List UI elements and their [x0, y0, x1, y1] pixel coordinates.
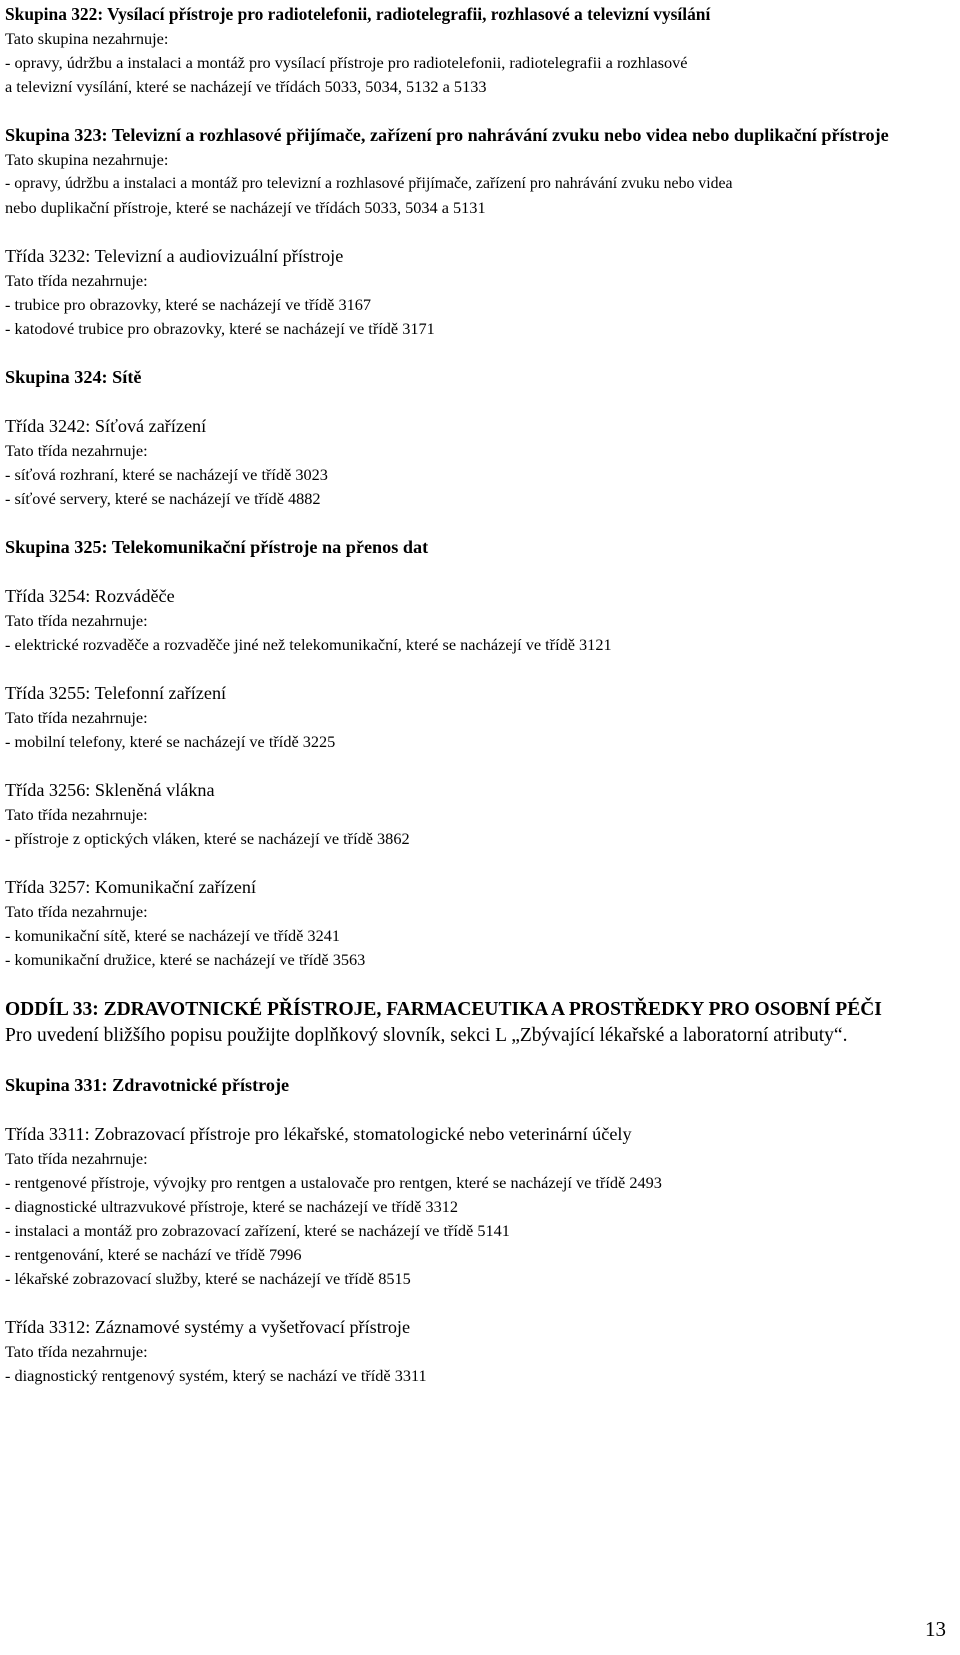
exclusion-label: Tato třída nezahrnuje: [5, 441, 148, 460]
group-heading: Skupina 323: Televizní a rozhlasové přijímače, zařízení pro nahrávání zvuku nebo videa nebo duplikační přístroje [5, 125, 889, 145]
exclusion-item: nebo duplikační přístroje, které se nacházejí ve třídách 5033, 5034 a 5131 [5, 198, 486, 217]
section-heading: ODDÍL 33: ZDRAVOTNICKÉ PŘÍSTROJE, FARMACEUTIKA A PROSTŘEDKY PRO OSOBNÍ PÉČI [5, 999, 882, 1020]
exclusion-item: - diagnostický rentgenový systém, který se nachází ve třídě 3311 [5, 1366, 427, 1385]
class-3311 [5, 1122, 950, 1291]
exclusion-item: - komunikační družice, které se nacházejí ve třídě 3563 [5, 950, 366, 969]
class-heading: Třída 3242: Síťová zařízení [5, 416, 207, 436]
class-3257 [5, 875, 950, 972]
exclusion-item: - lékařské zobrazovací služby, které se nacházejí ve třídě 8515 [5, 1269, 411, 1288]
class-heading: Třída 3257: Komunikační zařízení [5, 877, 257, 897]
group-heading: Skupina 325: Telekomunikační přístroje na přenos dat [5, 537, 429, 557]
page-number: 13 [925, 1617, 946, 1641]
exclusion-label: Tato třída nezahrnuje: [5, 271, 148, 290]
group-331 [5, 1073, 950, 1098]
class-heading: Třída 3255: Telefonní zařízení [5, 683, 227, 703]
class-3312 [5, 1315, 950, 1388]
class-heading: Třída 3232: Televizní a audiovizuální přístroje [5, 246, 344, 266]
section-note: Pro uvedení bližšího popisu použijte doplňkový slovník, sekci L „Zbývající lékařské a laboratorní atributy“. [5, 1025, 848, 1046]
class-3254 [5, 584, 950, 657]
exclusion-label: Tato třída nezahrnuje: [5, 611, 148, 630]
exclusion-item: - katodové trubice pro obrazovky, které se nacházejí ve třídě 3171 [5, 319, 435, 338]
class-3255 [5, 681, 950, 754]
exclusion-item: - komunikační sítě, které se nacházejí ve třídě 3241 [5, 926, 340, 945]
group-324 [5, 365, 950, 390]
section-33 [5, 996, 950, 1049]
exclusion-item: - rentgenové přístroje, vývojky pro rentgen a ustalovače pro rentgen, které se nacházejí ve třídě 2493 [5, 1173, 662, 1192]
exclusion-item: - síťová rozhraní, které se nacházejí ve třídě 3023 [5, 465, 328, 484]
group-323 [5, 123, 950, 220]
class-heading: Třída 3254: Rozváděče [5, 586, 175, 606]
group-heading: Skupina 331: Zdravotnické přístroje [5, 1075, 290, 1095]
class-heading: Třída 3312: Záznamové systémy a vyšetřovací přístroje [5, 1317, 411, 1337]
exclusion-label: Tato třída nezahrnuje: [5, 1149, 148, 1168]
exclusion-item: - rentgenování, které se nachází ve třídě 7996 [5, 1245, 302, 1264]
exclusion-item: - opravy, údržbu a instalaci a montáž pro vysílací přístroje pro radiotelefonii, radiotelegrafii a rozhlasové [5, 53, 688, 72]
group-325 [5, 535, 950, 560]
exclusion-label: Tato skupina nezahrnuje: [5, 150, 169, 169]
exclusion-label: Tato třída nezahrnuje: [5, 1342, 148, 1361]
exclusion-item: - instalaci a montáž pro zobrazovací zařízení, které se nacházejí ve třídě 5141 [5, 1221, 510, 1240]
exclusion-item: - síťové servery, které se nacházejí ve třídě 4882 [5, 489, 321, 508]
class-3242 [5, 414, 950, 511]
exclusion-item: - přístroje z optických vláken, které se nacházejí ve třídě 3862 [5, 829, 410, 848]
class-heading: Třída 3311: Zobrazovací přístroje pro lékařské, stomatologické nebo veterinární účely [5, 1124, 632, 1144]
document-body [5, 2, 950, 1388]
class-3256 [5, 778, 950, 851]
group-heading: Skupina 324: Sítě [5, 367, 142, 387]
class-heading: Třída 3256: Skleněná vlákna [5, 780, 215, 800]
exclusion-item: - opravy, údržbu a instalaci a montáž pro televizní a rozhlasové přijímače, zařízení pro nahrávání zvuku nebo videa [5, 175, 733, 192]
exclusion-item: - diagnostické ultrazvukové přístroje, které se nacházejí ve třídě 3312 [5, 1197, 458, 1216]
group-322 [5, 2, 950, 99]
group-heading: Skupina 322: Vysílací přístroje pro radiotelefonii, radiotelegrafii, rozhlasové a televizní vysílání [5, 4, 711, 24]
exclusion-item: a televizní vysílání, které se nacházejí ve třídách 5033, 5034, 5132 a 5133 [5, 77, 487, 96]
exclusion-item: - elektrické rozvaděče a rozvaděče jiné než telekomunikační, které se nacházejí ve třídě 3121 [5, 635, 612, 654]
exclusion-item: - trubice pro obrazovky, které se nacházejí ve třídě 3167 [5, 295, 372, 314]
exclusion-label: Tato třída nezahrnuje: [5, 708, 148, 727]
exclusion-label: Tato třída nezahrnuje: [5, 805, 148, 824]
exclusion-label: Tato třída nezahrnuje: [5, 902, 148, 921]
class-3232 [5, 244, 950, 341]
exclusion-item: - mobilní telefony, které se nacházejí ve třídě 3225 [5, 732, 336, 751]
exclusion-label: Tato skupina nezahrnuje: [5, 29, 169, 48]
